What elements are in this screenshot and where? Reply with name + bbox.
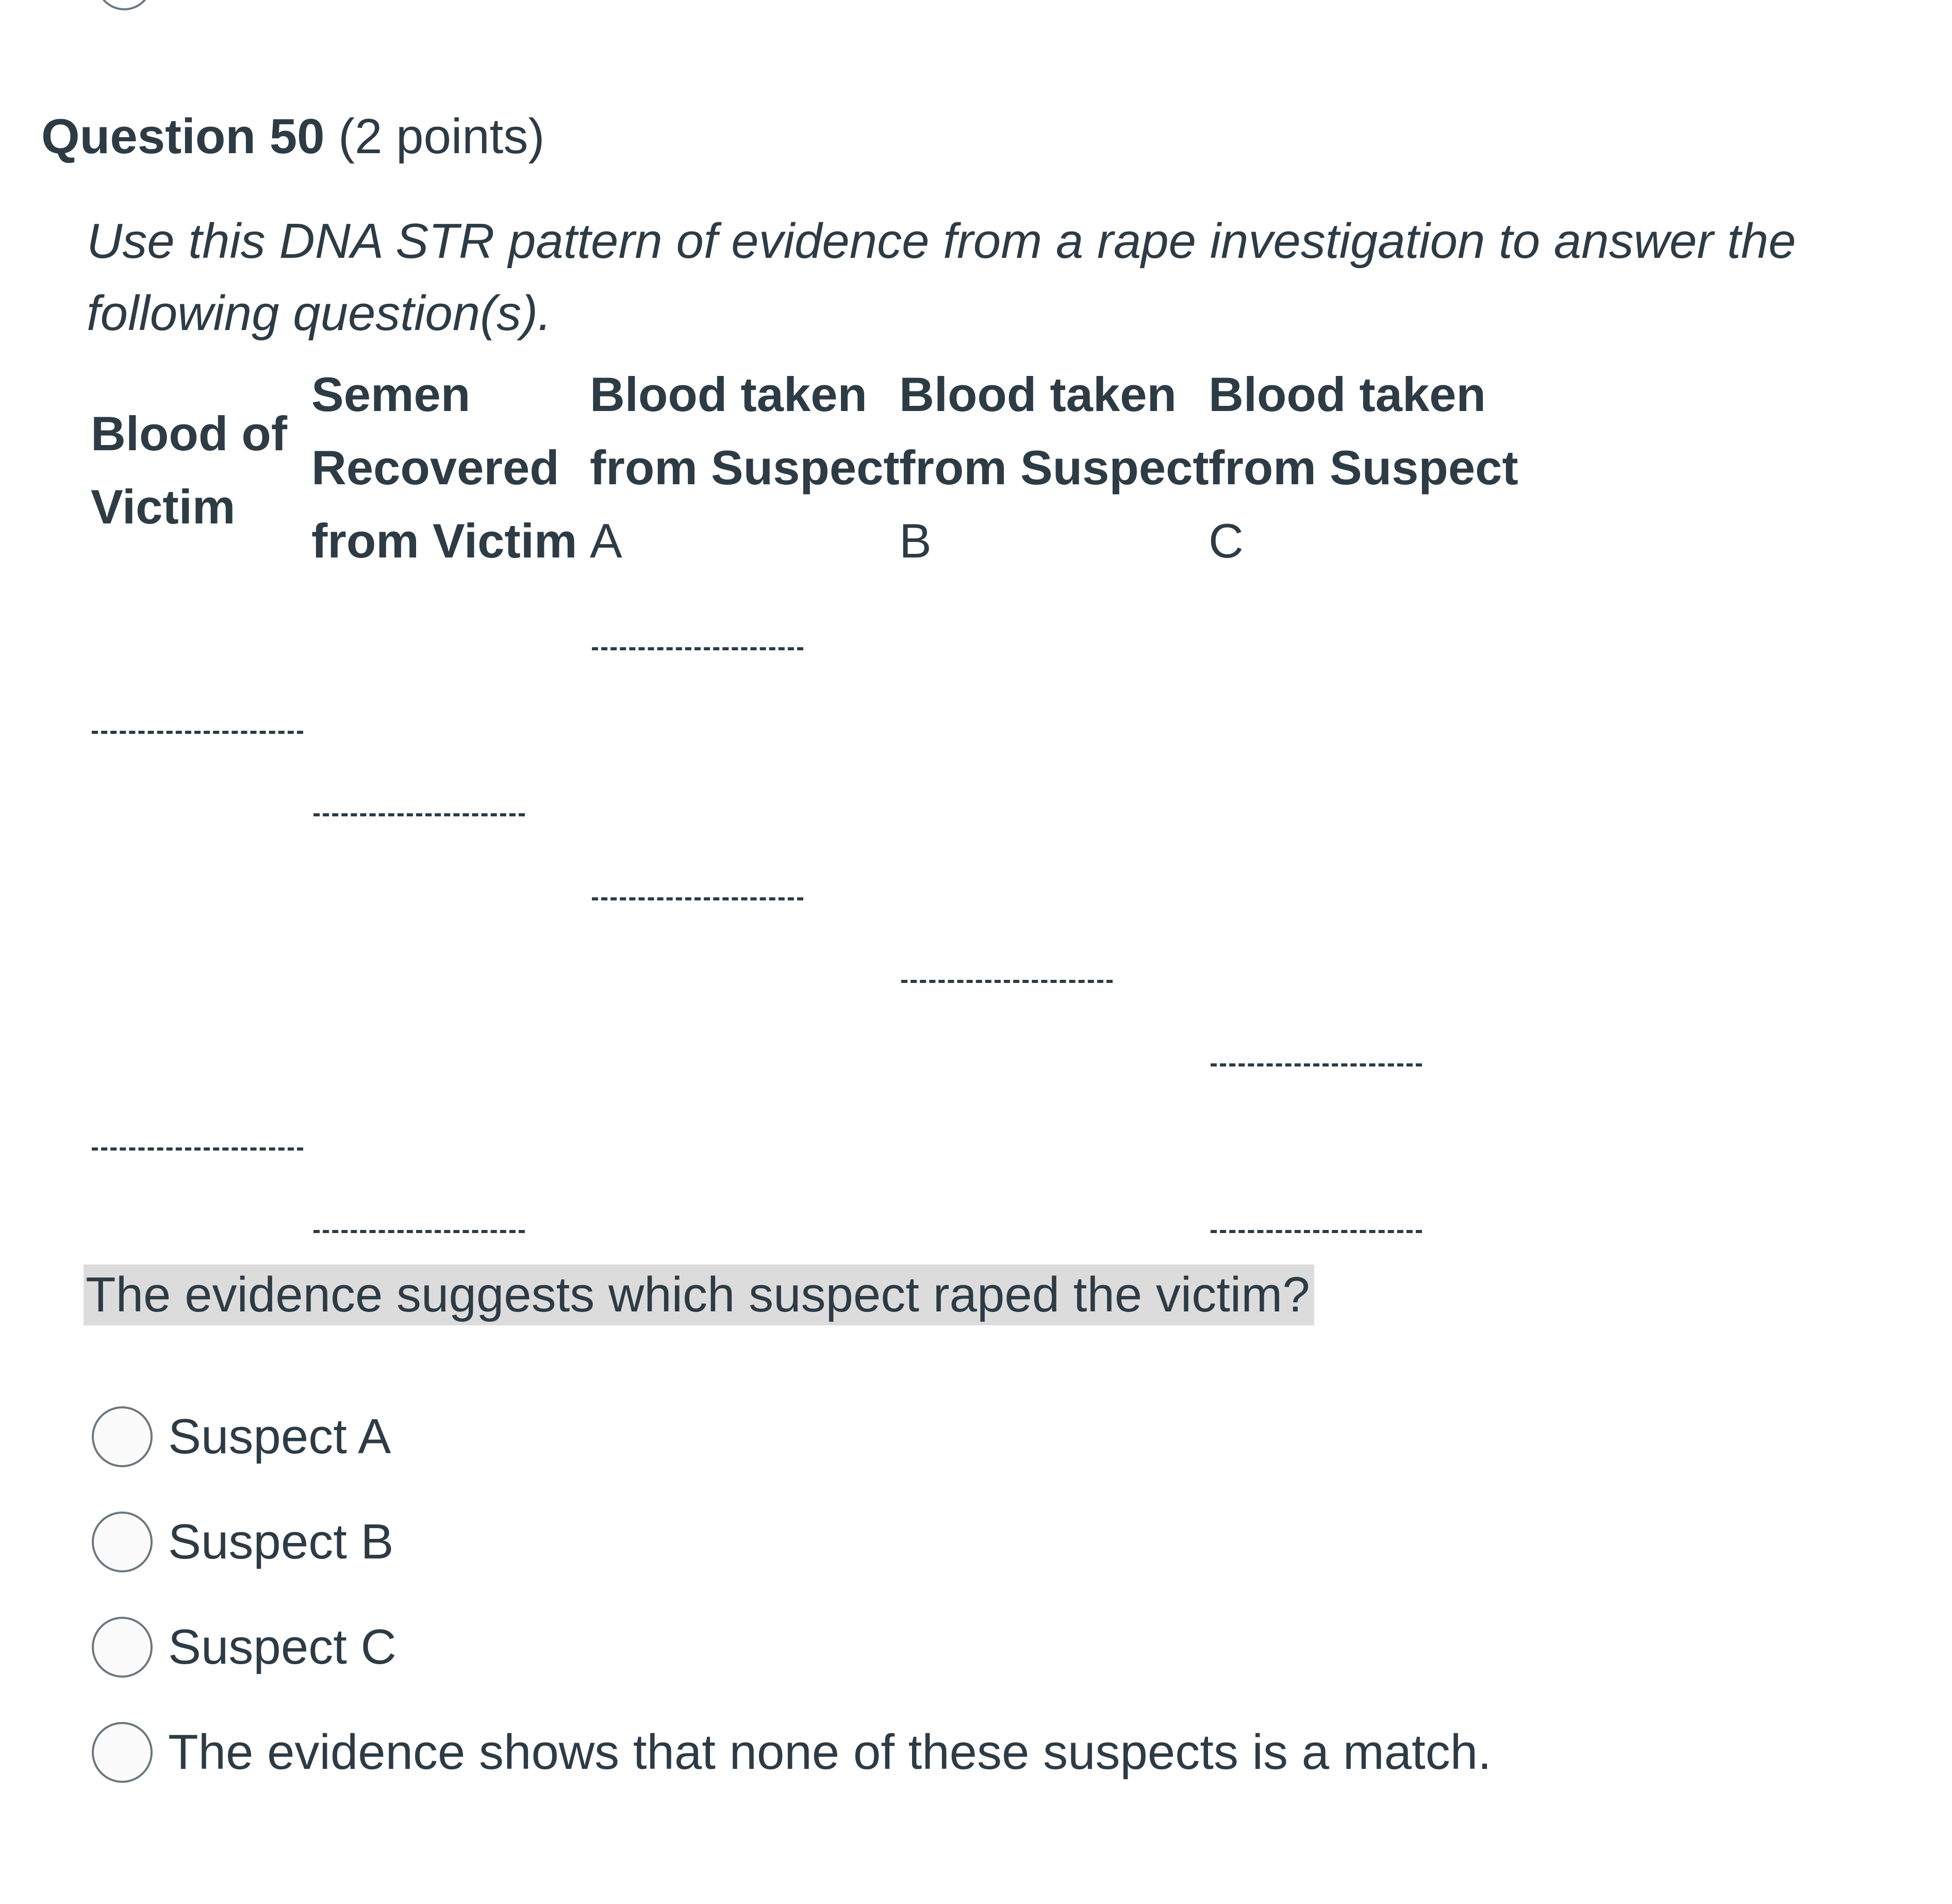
previous-question-radio[interactable]: [96, 0, 153, 10]
str-band: [592, 897, 803, 900]
str-band: [313, 1230, 525, 1233]
radio-button[interactable]: [92, 1512, 153, 1572]
str-band: [313, 813, 525, 816]
question-points: (2 points): [338, 109, 545, 164]
str-band: [1211, 1063, 1422, 1066]
column-header-semen: Semen Recovered from Victim: [311, 367, 577, 568]
radio-button[interactable]: [92, 1617, 153, 1678]
column-header-victim-blood: Blood of Victim: [91, 406, 288, 534]
option-label[interactable]: Suspect B: [168, 1514, 394, 1569]
str-band: [92, 731, 303, 734]
column-header-suspect-c: Blood taken from Suspect C: [1209, 367, 1518, 568]
answer-option-suspect-b[interactable]: [92, 1511, 394, 1573]
option-label[interactable]: Suspect C: [168, 1619, 396, 1675]
answer-option-suspect-c[interactable]: [92, 1616, 396, 1678]
question-prompt: The evidence suggests which suspect raped the victim?: [84, 1265, 1314, 1325]
radio-button[interactable]: [92, 1406, 153, 1467]
question-intro: Use this DNA STR pattern of evidence from a rape investigation to answer the following question(s).: [87, 214, 1796, 341]
option-label[interactable]: Suspect A: [168, 1409, 391, 1464]
question-header: [41, 103, 544, 170]
answer-option-suspect-a[interactable]: [92, 1406, 391, 1468]
radio-button[interactable]: [92, 1722, 153, 1783]
question-title: Question 50: [41, 109, 325, 164]
column-header-suspect-a: Blood taken from Suspect A: [590, 367, 900, 568]
str-band: [92, 1147, 303, 1151]
option-label[interactable]: The evidence shows that none of these suspects is a match.: [168, 1725, 1492, 1780]
answer-option-none[interactable]: [92, 1721, 1492, 1783]
str-band: [1211, 1230, 1422, 1233]
str-band: [901, 980, 1113, 983]
column-header-suspect-b: Blood taken from Suspect B: [899, 367, 1209, 568]
str-band: [592, 647, 803, 650]
